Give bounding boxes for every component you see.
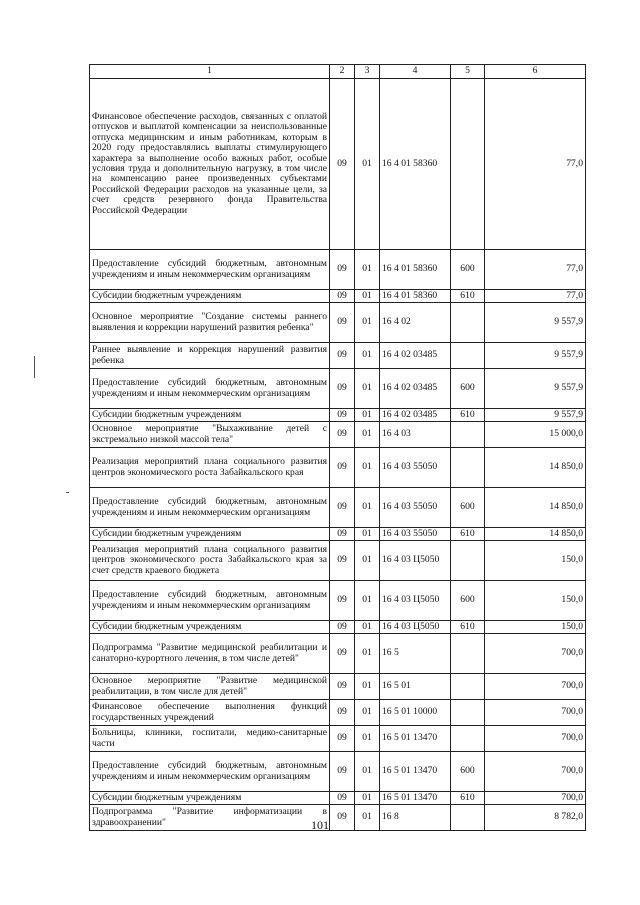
row-section: 09 xyxy=(330,488,355,528)
header-col-3: 3 xyxy=(355,65,380,79)
row-amount: 15 000,0 xyxy=(485,422,586,448)
row-amount: 8 782,0 xyxy=(485,805,586,831)
table-row xyxy=(90,369,586,409)
row-target-article: 16 5 01 10000 xyxy=(380,700,451,726)
row-target-article: 16 5 01 xyxy=(380,674,451,700)
row-expense-type xyxy=(451,634,485,674)
row-name: Субсидии бюджетным учреждениям xyxy=(90,528,330,541)
row-expense-type xyxy=(451,674,485,700)
row-target-article: 16 4 03 55050 xyxy=(380,528,451,541)
row-section: 09 xyxy=(330,409,355,422)
row-target-article: 16 4 03 xyxy=(380,422,451,448)
row-section: 09 xyxy=(330,303,355,343)
row-subsection: 01 xyxy=(355,290,380,303)
row-amount: 700,0 xyxy=(485,700,586,726)
table-row xyxy=(90,422,586,448)
row-target-article: 16 4 02 03485 xyxy=(380,409,451,422)
row-expense-type xyxy=(451,343,485,369)
row-subsection: 01 xyxy=(355,805,380,831)
row-section: 09 xyxy=(330,792,355,805)
row-section: 09 xyxy=(330,79,355,250)
row-name: Предоставление субсидий бюджетным, автономным учреждениям и иным некоммерческим организациям xyxy=(90,369,330,409)
row-target-article: 16 8 xyxy=(380,805,451,831)
row-subsection: 01 xyxy=(355,448,380,488)
row-name: Подпрограмма "Развитие медицинской реабилитации и санаторно-курортного лечения, в том числе детей" xyxy=(90,634,330,674)
row-subsection: 01 xyxy=(355,752,380,792)
row-expense-type: 600 xyxy=(451,752,485,792)
header-col-5: 5 xyxy=(451,65,485,79)
table-row xyxy=(90,250,586,290)
row-subsection: 01 xyxy=(355,79,380,250)
row-name: Предоставление субсидий бюджетным, автономным учреждениям и иным некоммерческим организациям xyxy=(90,581,330,621)
table-row xyxy=(90,621,586,634)
table-row xyxy=(90,303,586,343)
row-name: Реализация мероприятий плана социального развития центров экономического роста Забайкальского края за счет средств краевого бюджета xyxy=(90,541,330,581)
row-name: Основное мероприятие "Развитие медицинской реабилитации, в том числе для детей" xyxy=(90,674,330,700)
row-expense-type xyxy=(451,700,485,726)
row-amount: 700,0 xyxy=(485,752,586,792)
row-amount: 700,0 xyxy=(485,634,586,674)
row-amount: 150,0 xyxy=(485,621,586,634)
row-amount: 77,0 xyxy=(485,79,586,250)
row-target-article: 16 5 xyxy=(380,634,451,674)
row-expense-type: 610 xyxy=(451,409,485,422)
row-amount: 14 850,0 xyxy=(485,488,586,528)
row-subsection: 01 xyxy=(355,488,380,528)
header-col-2: 2 xyxy=(330,65,355,79)
row-target-article: 16 5 01 13470 xyxy=(380,752,451,792)
row-expense-type xyxy=(451,541,485,581)
row-section: 09 xyxy=(330,621,355,634)
budget-table xyxy=(89,64,586,831)
row-target-article: 16 4 02 xyxy=(380,303,451,343)
table-row xyxy=(90,448,586,488)
row-name: Реализация мероприятий плана социального развития центров экономического роста Забайкальского края xyxy=(90,448,330,488)
row-expense-type: 610 xyxy=(451,621,485,634)
row-subsection: 01 xyxy=(355,634,380,674)
row-amount: 150,0 xyxy=(485,541,586,581)
row-target-article: 16 5 01 13470 xyxy=(380,726,451,752)
table-header-row xyxy=(90,65,586,79)
row-target-article: 16 4 03 Ц5050 xyxy=(380,621,451,634)
row-section: 09 xyxy=(330,581,355,621)
page-number: 101 xyxy=(311,818,329,832)
row-amount: 9 557,9 xyxy=(485,369,586,409)
table-row xyxy=(90,700,586,726)
row-name: Финансовое обеспечение выполнения функций государственных учреждений xyxy=(90,700,330,726)
table-row xyxy=(90,290,586,303)
row-section: 09 xyxy=(330,541,355,581)
row-amount: 9 557,9 xyxy=(485,303,586,343)
row-amount: 77,0 xyxy=(485,250,586,290)
row-expense-type: 600 xyxy=(451,488,485,528)
scan-mark xyxy=(34,356,35,378)
row-name: Предоставление субсидий бюджетным, автономным учреждениям и иным некоммерческим организациям xyxy=(90,752,330,792)
row-section: 09 xyxy=(330,805,355,831)
row-target-article: 16 4 01 58360 xyxy=(380,250,451,290)
row-target-article: 16 5 01 13470 xyxy=(380,792,451,805)
table-row xyxy=(90,409,586,422)
row-target-article: 16 4 03 Ц5050 xyxy=(380,581,451,621)
row-amount: 9 557,9 xyxy=(485,343,586,369)
row-target-article: 16 4 02 03485 xyxy=(380,343,451,369)
row-subsection: 01 xyxy=(355,303,380,343)
row-expense-type: 610 xyxy=(451,290,485,303)
row-name: Предоставление субсидий бюджетным, автономным учреждениям и иным некоммерческим организациям xyxy=(90,488,330,528)
row-section: 09 xyxy=(330,700,355,726)
row-name: Раннее выявление и коррекция нарушений развития ребенка xyxy=(90,343,330,369)
header-col-1: 1 xyxy=(90,65,330,79)
row-subsection: 01 xyxy=(355,409,380,422)
row-name: Субсидии бюджетным учреждениям xyxy=(90,409,330,422)
row-section: 09 xyxy=(330,250,355,290)
row-amount: 14 850,0 xyxy=(485,528,586,541)
row-subsection: 01 xyxy=(355,528,380,541)
table-row xyxy=(90,528,586,541)
row-section: 09 xyxy=(330,343,355,369)
table-row xyxy=(90,581,586,621)
row-target-article: 16 4 01 58360 xyxy=(380,290,451,303)
row-section: 09 xyxy=(330,726,355,752)
table-row xyxy=(90,792,586,805)
row-name: Субсидии бюджетным учреждениям xyxy=(90,290,330,303)
row-subsection: 01 xyxy=(355,250,380,290)
row-expense-type xyxy=(451,79,485,250)
row-section: 09 xyxy=(330,752,355,792)
header-col-6: 6 xyxy=(485,65,586,79)
row-expense-type: 600 xyxy=(451,581,485,621)
table-row xyxy=(90,541,586,581)
row-name: Основное мероприятие "Создание системы раннего выявления и коррекции нарушений развития ребенка" xyxy=(90,303,330,343)
header-col-4: 4 xyxy=(380,65,451,79)
row-subsection: 01 xyxy=(355,792,380,805)
row-amount: 700,0 xyxy=(485,726,586,752)
row-expense-type xyxy=(451,422,485,448)
row-expense-type: 610 xyxy=(451,792,485,805)
row-name: Субсидии бюджетным учреждениям xyxy=(90,792,330,805)
row-amount: 14 850,0 xyxy=(485,448,586,488)
row-name: Финансовое обеспечение расходов, связанных с оплатой отпусков и выплатой компенсации за неиспользованные отпуска медицинским и иным работникам, которым в 2020 году предоставлялись выплаты стимулирующего характера за выполнение особо важных работ, особые условия труда и дополнительную нагрузку, в том числе на компенсацию ранее произведенных субъектами Российской Федерации расходов на указанные цели, за счет средств резервного фонда Правительства Российской Федерации xyxy=(90,79,330,250)
row-subsection: 01 xyxy=(355,541,380,581)
row-expense-type xyxy=(451,726,485,752)
table-row xyxy=(90,634,586,674)
table-row xyxy=(90,79,586,250)
row-subsection: 01 xyxy=(355,700,380,726)
table-row xyxy=(90,343,586,369)
row-name: Основное мероприятие "Выхаживание детей с экстремально низкой массой тела" xyxy=(90,422,330,448)
row-section: 09 xyxy=(330,674,355,700)
row-expense-type: 610 xyxy=(451,528,485,541)
row-expense-type xyxy=(451,303,485,343)
row-expense-type xyxy=(451,448,485,488)
row-amount: 150,0 xyxy=(485,581,586,621)
row-subsection: 01 xyxy=(355,422,380,448)
row-subsection: 01 xyxy=(355,621,380,634)
row-target-article: 16 4 03 55050 xyxy=(380,448,451,488)
table-row xyxy=(90,674,586,700)
row-subsection: 01 xyxy=(355,581,380,621)
row-name: Подпрограмма "Развитие информатизации в здравоохранении" xyxy=(90,805,330,831)
row-target-article: 16 4 02 03485 xyxy=(380,369,451,409)
row-target-article: 16 4 03 Ц5050 xyxy=(380,541,451,581)
row-section: 09 xyxy=(330,528,355,541)
row-expense-type: 600 xyxy=(451,250,485,290)
row-amount: 77,0 xyxy=(485,290,586,303)
scan-mark xyxy=(66,492,69,493)
row-section: 09 xyxy=(330,290,355,303)
row-target-article: 16 4 01 58360 xyxy=(380,79,451,250)
row-name: Больницы, клиники, госпитали, медико-санитарные части xyxy=(90,726,330,752)
row-subsection: 01 xyxy=(355,343,380,369)
row-name: Субсидии бюджетным учреждениям xyxy=(90,621,330,634)
table-row xyxy=(90,726,586,752)
row-expense-type: 600 xyxy=(451,369,485,409)
row-amount: 700,0 xyxy=(485,674,586,700)
row-section: 09 xyxy=(330,369,355,409)
table-row xyxy=(90,488,586,528)
row-section: 09 xyxy=(330,422,355,448)
row-subsection: 01 xyxy=(355,674,380,700)
row-amount: 700,0 xyxy=(485,792,586,805)
row-amount: 9 557,9 xyxy=(485,409,586,422)
row-subsection: 01 xyxy=(355,369,380,409)
row-section: 09 xyxy=(330,634,355,674)
row-subsection: 01 xyxy=(355,726,380,752)
row-name: Предоставление субсидий бюджетным, автономным учреждениям и иным некоммерческим организациям xyxy=(90,250,330,290)
row-target-article: 16 4 03 55050 xyxy=(380,488,451,528)
table-row xyxy=(90,752,586,792)
row-section: 09 xyxy=(330,448,355,488)
